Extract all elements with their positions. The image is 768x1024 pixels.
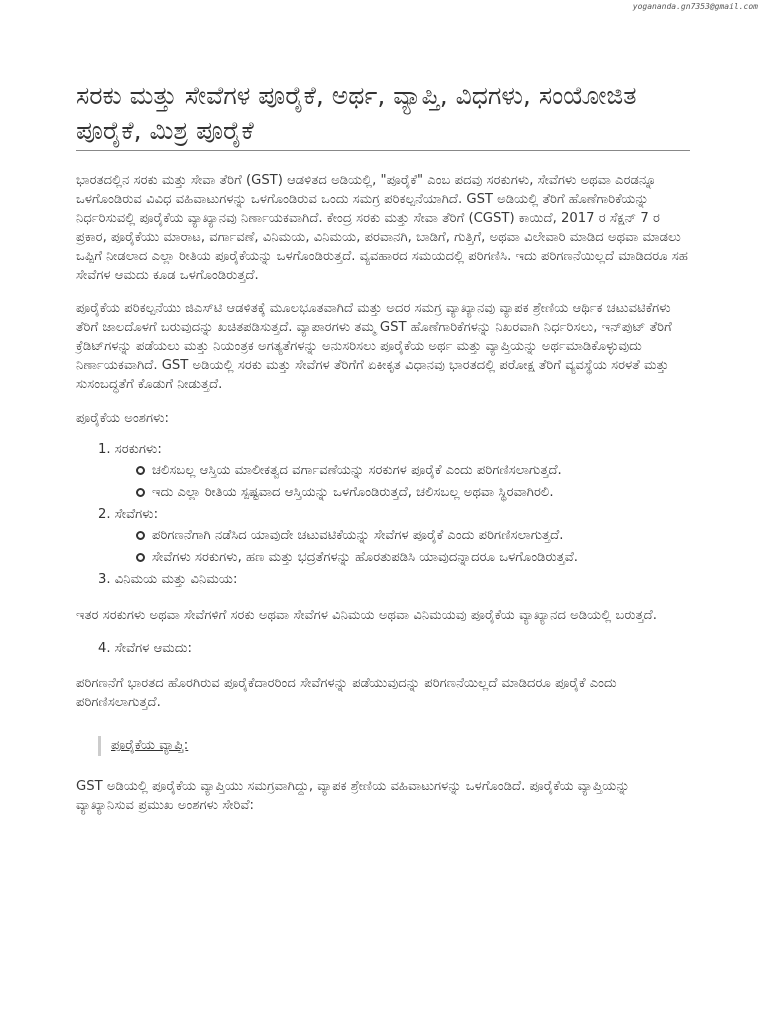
sub-list-item bbox=[136, 461, 690, 480]
sub-item-text: ಪರಿಗಣನೆಗಾಗಿ ನಡೆಸಿದ ಯಾವುದೇ ಚಟುವಟಿಕೆಯನ್ನು ಸೇವೆಗಳ ಪೂರೈಕೆ ಎಂದು ಪರಿಗಣಿಸಲಾಗುತ್ತದೆ. bbox=[152, 528, 564, 543]
list-item-services bbox=[98, 505, 690, 567]
page-title: ಸರಕು ಮತ್ತು ಸೇವೆಗಳ ಪೂರೈಕೆ, ಅರ್ಥ, ವ್ಯಾಪ್ತಿ, ವಿಧಗಳು, ಸಂಯೋಜಿತ ಪೂರೈಕೆ, ಮಿಶ್ರ ಪೂರೈಕೆ bbox=[76, 78, 690, 151]
circle-bullet-icon bbox=[136, 553, 145, 562]
sub-list-item bbox=[136, 548, 690, 567]
sub-item-text: ಇದು ಎಲ್ಲಾ ರೀತಿಯ ಸ್ಪಷ್ಟವಾದ ಆಸ್ತಿಯನ್ನು ಒಳಗೊಂಡಿರುತ್ತದೆ, ಚಲಿಸಬಲ್ಲ ಅಥವಾ ಸ್ಥಿರವಾಗಿರಲಿ. bbox=[152, 485, 554, 500]
list-item-label: 1. ಸರಕುಗಳು: bbox=[98, 442, 162, 457]
sub-item-text: ಸೇವೆಗಳು ಸರಕುಗಳು, ಹಣ ಮತ್ತು ಭದ್ರತೆಗಳನ್ನು ಹೊರತುಪಡಿಸಿ ಯಾವುದನ್ನಾದರೂ ಒಳಗೊಂಡಿರುತ್ತವೆ. bbox=[152, 550, 578, 565]
scope-heading: ಪೂರೈಕೆಯ ವ್ಯಾಪ್ತಿ: bbox=[98, 736, 690, 756]
circle-bullet-icon bbox=[136, 488, 145, 497]
header-email: yogananda.gn7353@gmail.com bbox=[632, 2, 758, 11]
sub-list bbox=[98, 526, 690, 567]
concept-paragraph: ಪೂರೈಕೆಯ ಪರಿಕಲ್ಪನೆಯು ಜಿಎಸ್‌ಟಿ ಆಡಳಿತಕ್ಕೆ ಮೂಲಭೂತವಾಗಿದೆ ಮತ್ತು ಅದರ ಸಮಗ್ರ ವ್ಯಾಖ್ಯಾನವು ವ್ಯಾಪಕ ಶ್ರೇಣಿಯ ಆರ್ಥಿಕ ಚಟುವಟಿಕೆಗಳು ತೆರಿಗೆ ಜಾಲದೊಳಗೆ ಬರುವುದನ್ನು ಖಚಿತಪಡಿಸುತ್ತದೆ. ವ್ಯಾಪಾರಗಳು ತಮ್ಮ GST ಹೊಣೆಗಾರಿಕೆಗಳನ್ನು ನಿಖರವಾಗಿ ನಿರ್ಧರಿಸಲು, ಇನ್‌ಪುಟ್ ತೆರಿಗೆ ಕ್ರೆಡಿಟ್‌ಗಳನ್ನು ಪಡೆಯಲು ಮತ್ತು ನಿಯಂತ್ರಕ ಅಗತ್ಯತೆಗಳನ್ನು ಅನುಸರಿಸಲು ಪೂರೈಕೆಯ ಅರ್ಥ ಮತ್ತು ವ್ಯಾಪ್ತಿಯನ್ನು ಅರ್ಥಮಾಡಿಕೊಳ್ಳುವುದು ನಿರ್ಣಾಯಕವಾಗಿದೆ. GST ಅಡಿಯಲ್ಲಿ ಸರಕು ಮತ್ತು ಸೇವೆಗಳ ತೆರಿಗೆಗೆ ಏಕೀಕೃತ ವಿಧಾನವು ಭಾರತದಲ್ಲಿ ಪರೋಕ್ಷ ತೆರಿಗೆ ವ್ಯವಸ್ಥೆಯ ಸರಳತೆ ಮತ್ತು ಸುಸಂಬದ್ಧತೆಗೆ ಕೊಡುಗೆ ನೀಡುತ್ತದೆ. bbox=[76, 301, 672, 392]
article bbox=[76, 78, 690, 815]
circle-bullet-icon bbox=[136, 466, 145, 475]
components-list-continued bbox=[76, 639, 690, 658]
sub-list-item bbox=[136, 483, 690, 502]
sub-list bbox=[98, 461, 690, 502]
list-item-exchange bbox=[98, 570, 690, 589]
components-heading: ಪೂರೈಕೆಯ ಅಂಶಗಳು: bbox=[76, 411, 169, 426]
components-list bbox=[76, 440, 690, 589]
intro-paragraph: ಭಾರತದಲ್ಲಿನ ಸರಕು ಮತ್ತು ಸೇವಾ ತೆರಿಗೆ (GST) ಆಡಳಿತದ ಅಡಿಯಲ್ಲಿ, "ಪೂರೈಕೆ" ಎಂಬ ಪದವು ಸರಕುಗಳು, ಸೇವೆಗಳು ಅಥವಾ ಎರಡನ್ನೂ ಒಳಗೊಂಡಿರುವ ವಿವಿಧ ವಹಿವಾಟುಗಳನ್ನು ಒಳಗೊಂಡಿರುವ ಒಂದು ಸಮಗ್ರ ಪರಿಕಲ್ಪನೆಯಾಗಿದೆ. GST ಅಡಿಯಲ್ಲಿ ತೆರಿಗೆ ಹೊಣೆಗಾರಿಕೆಯನ್ನು ನಿರ್ಧರಿಸುವಲ್ಲಿ ಪೂರೈಕೆಯ ವ್ಯಾಖ್ಯಾನವು ನಿರ್ಣಾಯಕವಾಗಿದೆ. ಕೇಂದ್ರ ಸರಕು ಮತ್ತು ಸೇವಾ ತೆರಿಗೆ (CGST) ಕಾಯಿದೆ, 2017 ರ ಸೆಕ್ಷನ್ 7 ರ ಪ್ರಕಾರ, ಪೂರೈಕೆಯು ಮಾರಾಟ, ವರ್ಗಾವಣೆ, ವಿನಿಮಯ, ವಿನಿಮಯ, ಪರವಾನಗಿ, ಬಾಡಿಗೆ, ಗುತ್ತಿಗೆ, ಅಥವಾ ವಿಲೇವಾರಿ ಮಾಡಿದ ಅಥವಾ ಮಾಡಲು ಒಪ್ಪಿಗೆ ನೀಡಲಾದ ಎಲ್ಲಾ ರೀತಿಯ ಪೂರೈಕೆಯನ್ನು ಒಳಗೊಂಡಿರುತ್ತದೆ. ವ್ಯವಹಾರದ ಸಮಯದಲ್ಲಿ ಪರಿಗಣಿಸಿ. ಇದು ಪರಿಗಣನೆಯಿಲ್ಲದೆ ಮಾಡಿದರೂ ಸಹ ಸೇವೆಗಳ ಆಮದು ಕೂಡ ಒಳಗೊಂಡಿರುತ್ತದೆ. bbox=[76, 173, 689, 283]
list-item-goods bbox=[98, 440, 690, 502]
sub-list-item bbox=[136, 526, 690, 545]
import-paragraph: ಪರಿಗಣನೆಗೆ ಭಾರತದ ಹೊರಗಿರುವ ಪೂರೈಕೆದಾರರಿಂದ ಸೇವೆಗಳನ್ನು ಪಡೆಯುವುದನ್ನು ಪರಿಗಣನೆಯಿಲ್ಲದೆ ಮಾಡಿದರೂ ಪೂರೈಕೆ ಎಂದು ಪರಿಗಣಿಸಲಾಗುತ್ತದೆ. bbox=[76, 676, 617, 710]
list-item-label: 2. ಸೇವೆಗಳು: bbox=[98, 507, 159, 522]
list-item-label: 3. ವಿನಿಮಯ ಮತ್ತು ವಿನಿಮಯ: bbox=[98, 572, 238, 587]
exchange-paragraph: ಇತರ ಸರಕುಗಳು ಅಥವಾ ಸೇವೆಗಳಿಗೆ ಸರಕು ಅಥವಾ ಸೇವೆಗಳ ವಿನಿಮಯ ಅಥವಾ ವಿನಿಮಯವು ಪೂರೈಕೆಯ ವ್ಯಾಖ್ಯಾನದ ಅಡಿಯಲ್ಲಿ ಬರುತ್ತದೆ. bbox=[76, 608, 657, 623]
circle-bullet-icon bbox=[136, 531, 145, 540]
scope-paragraph: GST ಅಡಿಯಲ್ಲಿ ಪೂರೈಕೆಯ ವ್ಯಾಪ್ತಿಯು ಸಮಗ್ರವಾಗಿದ್ದು, ವ್ಯಾಪಕ ಶ್ರೇಣಿಯ ವಹಿವಾಟುಗಳನ್ನು ಒಳಗೊಂಡಿದೆ. ಪೂರೈಕೆಯ ವ್ಯಾಪ್ತಿಯನ್ನು ವ್ಯಾಖ್ಯಾನಿಸುವ ಪ್ರಮುಖ ಅಂಶಗಳು ಸೇರಿವೆ: bbox=[76, 779, 630, 813]
sub-item-text: ಚಲಿಸಬಲ್ಲ ಆಸ್ತಿಯ ಮಾಲೀಕತ್ವದ ವರ್ಗಾವಣೆಯನ್ನು ಸರಕುಗಳ ಪೂರೈಕೆ ಎಂದು ಪರಿಗಣಿಸಲಾಗುತ್ತದೆ. bbox=[152, 463, 562, 478]
list-item-import: 4. ಸೇವೆಗಳ ಆಮದು: bbox=[98, 641, 192, 656]
